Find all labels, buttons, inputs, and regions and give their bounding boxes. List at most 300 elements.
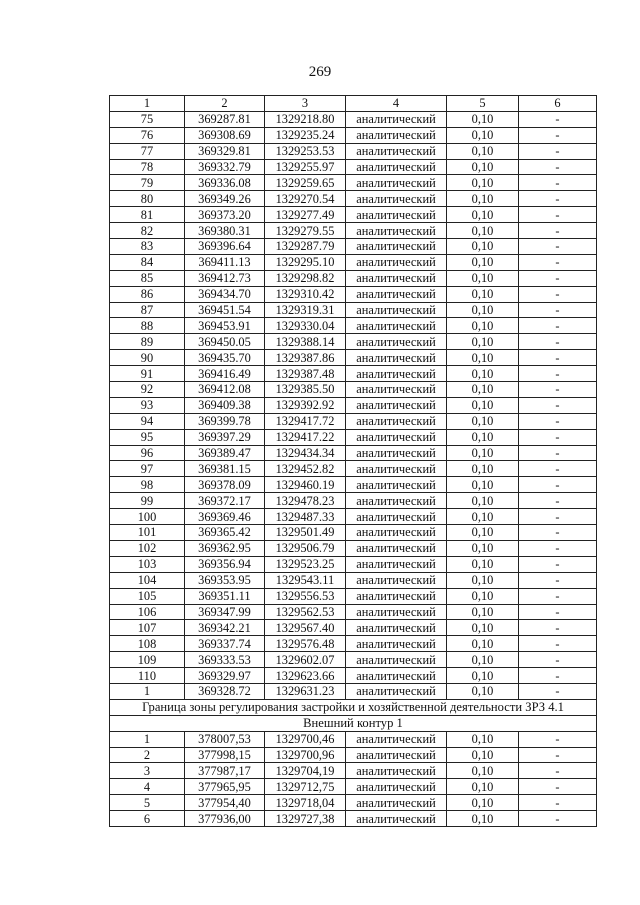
note-cell: -: [519, 795, 597, 811]
note-cell: -: [519, 191, 597, 207]
y-coordinate-cell: 1329602.07: [265, 652, 346, 668]
point-number-cell: 103: [110, 556, 185, 572]
accuracy-cell: 0,10: [447, 239, 519, 255]
method-cell: аналитический: [346, 477, 447, 493]
point-number-cell: 75: [110, 111, 185, 127]
note-cell: -: [519, 143, 597, 159]
y-coordinate-cell: 1329385.50: [265, 382, 346, 398]
point-number-cell: 1: [110, 731, 185, 747]
y-coordinate-cell: 1329277.49: [265, 207, 346, 223]
point-number-cell: 80: [110, 191, 185, 207]
y-coordinate-cell: 1329270.54: [265, 191, 346, 207]
table-row: [110, 493, 597, 509]
note-cell: -: [519, 239, 597, 255]
method-cell: аналитический: [346, 334, 447, 350]
table-row: [110, 429, 597, 445]
y-coordinate-cell: 1329712,75: [265, 779, 346, 795]
x-coordinate-cell: 369373.20: [185, 207, 265, 223]
note-cell: -: [519, 334, 597, 350]
table-row: [110, 588, 597, 604]
section-title: Граница зоны регулирования застройки и хозяйственной деятельности ЗРЗ 4.1: [110, 699, 597, 715]
x-coordinate-cell: 369351.11: [185, 588, 265, 604]
note-cell: -: [519, 302, 597, 318]
accuracy-cell: 0,10: [447, 143, 519, 159]
table-row: [110, 668, 597, 684]
accuracy-cell: 0,10: [447, 604, 519, 620]
accuracy-cell: 0,10: [447, 382, 519, 398]
table-row: [110, 334, 597, 350]
accuracy-cell: 0,10: [447, 811, 519, 827]
x-coordinate-cell: 369450.05: [185, 334, 265, 350]
table-header-row: [110, 96, 597, 112]
accuracy-cell: 0,10: [447, 525, 519, 541]
y-coordinate-cell: 1329255.97: [265, 159, 346, 175]
method-cell: аналитический: [346, 683, 447, 699]
method-cell: аналитический: [346, 652, 447, 668]
x-coordinate-cell: 369328.72: [185, 683, 265, 699]
method-cell: аналитический: [346, 366, 447, 382]
y-coordinate-cell: 1329235.24: [265, 127, 346, 143]
method-cell: аналитический: [346, 795, 447, 811]
accuracy-cell: 0,10: [447, 223, 519, 239]
y-coordinate-cell: 1329295.10: [265, 254, 346, 270]
accuracy-cell: 0,10: [447, 636, 519, 652]
accuracy-cell: 0,10: [447, 175, 519, 191]
x-coordinate-cell: 369451.54: [185, 302, 265, 318]
method-cell: аналитический: [346, 270, 447, 286]
x-coordinate-cell: 377987,17: [185, 763, 265, 779]
method-cell: аналитический: [346, 731, 447, 747]
table-row: [110, 795, 597, 811]
note-cell: -: [519, 477, 597, 493]
y-coordinate-cell: 1329700,46: [265, 731, 346, 747]
accuracy-cell: 0,10: [447, 668, 519, 684]
y-coordinate-cell: 1329298.82: [265, 270, 346, 286]
y-coordinate-cell: 1329567.40: [265, 620, 346, 636]
accuracy-cell: 0,10: [447, 366, 519, 382]
point-number-cell: 96: [110, 445, 185, 461]
point-number-cell: 90: [110, 350, 185, 366]
table-row: [110, 683, 597, 699]
table-row: [110, 366, 597, 382]
point-number-cell: 4: [110, 779, 185, 795]
y-coordinate-cell: 1329523.25: [265, 556, 346, 572]
x-coordinate-cell: 369332.79: [185, 159, 265, 175]
table-row: [110, 254, 597, 270]
y-coordinate-cell: 1329417.22: [265, 429, 346, 445]
accuracy-cell: 0,10: [447, 429, 519, 445]
method-cell: аналитический: [346, 254, 447, 270]
table-row: [110, 239, 597, 255]
y-coordinate-cell: 1329478.23: [265, 493, 346, 509]
y-coordinate-cell: 1329501.49: [265, 525, 346, 541]
method-cell: аналитический: [346, 461, 447, 477]
method-cell: аналитический: [346, 779, 447, 795]
table-row: [110, 191, 597, 207]
accuracy-cell: 0,10: [447, 127, 519, 143]
point-number-cell: 89: [110, 334, 185, 350]
point-number-cell: 83: [110, 239, 185, 255]
table-row: [110, 175, 597, 191]
note-cell: -: [519, 223, 597, 239]
table-row: [110, 111, 597, 127]
accuracy-cell: 0,10: [447, 652, 519, 668]
note-cell: -: [519, 429, 597, 445]
point-number-cell: 87: [110, 302, 185, 318]
point-number-cell: 82: [110, 223, 185, 239]
x-coordinate-cell: 369336.08: [185, 175, 265, 191]
note-cell: -: [519, 604, 597, 620]
x-coordinate-cell: 369416.49: [185, 366, 265, 382]
x-coordinate-cell: 369380.31: [185, 223, 265, 239]
accuracy-cell: 0,10: [447, 254, 519, 270]
method-cell: аналитический: [346, 397, 447, 413]
method-cell: аналитический: [346, 588, 447, 604]
x-coordinate-cell: 369333.53: [185, 652, 265, 668]
point-number-cell: 85: [110, 270, 185, 286]
table-row: [110, 223, 597, 239]
table-row: [110, 286, 597, 302]
point-number-cell: 102: [110, 540, 185, 556]
x-coordinate-cell: 369329.97: [185, 668, 265, 684]
accuracy-cell: 0,10: [447, 350, 519, 366]
y-coordinate-cell: 1329576.48: [265, 636, 346, 652]
point-number-cell: 100: [110, 509, 185, 525]
y-coordinate-cell: 1329417.72: [265, 413, 346, 429]
note-cell: -: [519, 254, 597, 270]
page-number: 269: [308, 64, 332, 80]
y-coordinate-cell: 1329700,96: [265, 747, 346, 763]
x-coordinate-cell: 369399.78: [185, 413, 265, 429]
x-coordinate-cell: 377965,95: [185, 779, 265, 795]
method-cell: аналитический: [346, 191, 447, 207]
accuracy-cell: 0,10: [447, 334, 519, 350]
accuracy-cell: 0,10: [447, 413, 519, 429]
note-cell: -: [519, 620, 597, 636]
table-row: [110, 318, 597, 334]
table-row: [110, 382, 597, 398]
point-number-cell: 93: [110, 397, 185, 413]
accuracy-cell: 0,10: [447, 620, 519, 636]
y-coordinate-cell: 1329556.53: [265, 588, 346, 604]
accuracy-cell: 0,10: [447, 318, 519, 334]
point-number-cell: 5: [110, 795, 185, 811]
y-coordinate-cell: 1329388.14: [265, 334, 346, 350]
accuracy-cell: 0,10: [447, 397, 519, 413]
point-number-cell: 1: [110, 683, 185, 699]
method-cell: аналитический: [346, 763, 447, 779]
method-cell: аналитический: [346, 556, 447, 572]
x-coordinate-cell: 369329.81: [185, 143, 265, 159]
accuracy-cell: 0,10: [447, 795, 519, 811]
point-number-cell: 99: [110, 493, 185, 509]
y-coordinate-cell: 1329562.53: [265, 604, 346, 620]
x-coordinate-cell: 369389.47: [185, 445, 265, 461]
note-cell: -: [519, 127, 597, 143]
contour-title: Внешний контур 1: [110, 715, 597, 731]
note-cell: -: [519, 159, 597, 175]
method-cell: 4: [346, 96, 447, 112]
table-row: [110, 509, 597, 525]
point-number-cell: 105: [110, 588, 185, 604]
accuracy-cell: 0,10: [447, 509, 519, 525]
point-number-cell: 106: [110, 604, 185, 620]
accuracy-cell: 0,10: [447, 477, 519, 493]
accuracy-cell: 0,10: [447, 747, 519, 763]
note-cell: -: [519, 445, 597, 461]
section-title-row: [110, 699, 597, 715]
accuracy-cell: 0,10: [447, 493, 519, 509]
accuracy-cell: 0,10: [447, 779, 519, 795]
x-coordinate-cell: 369347.99: [185, 604, 265, 620]
method-cell: аналитический: [346, 302, 447, 318]
y-coordinate-cell: 1329543.11: [265, 572, 346, 588]
accuracy-cell: 0,10: [447, 302, 519, 318]
accuracy-cell: 0,10: [447, 286, 519, 302]
method-cell: аналитический: [346, 493, 447, 509]
method-cell: аналитический: [346, 413, 447, 429]
note-cell: -: [519, 366, 597, 382]
note-cell: -: [519, 509, 597, 525]
note-cell: -: [519, 668, 597, 684]
table-row: [110, 350, 597, 366]
table-row: [110, 477, 597, 493]
point-number-cell: 104: [110, 572, 185, 588]
note-cell: -: [519, 556, 597, 572]
x-coordinate-cell: 369412.73: [185, 270, 265, 286]
x-coordinate-cell: 369287.81: [185, 111, 265, 127]
note-cell: -: [519, 747, 597, 763]
y-coordinate-cell: 1329387.86: [265, 350, 346, 366]
point-number-cell: 101: [110, 525, 185, 541]
x-coordinate-cell: 2: [185, 96, 265, 112]
point-number-cell: 92: [110, 382, 185, 398]
point-number-cell: 78: [110, 159, 185, 175]
contour-title-row: [110, 715, 597, 731]
table-row: [110, 604, 597, 620]
method-cell: аналитический: [346, 207, 447, 223]
point-number-cell: 86: [110, 286, 185, 302]
table-row: [110, 620, 597, 636]
point-number-cell: 88: [110, 318, 185, 334]
point-number-cell: 109: [110, 652, 185, 668]
table-row: [110, 413, 597, 429]
note-cell: -: [519, 525, 597, 541]
accuracy-cell: 0,10: [447, 572, 519, 588]
method-cell: аналитический: [346, 239, 447, 255]
accuracy-cell: 0,10: [447, 763, 519, 779]
x-coordinate-cell: 369412.08: [185, 382, 265, 398]
method-cell: аналитический: [346, 620, 447, 636]
note-cell: -: [519, 207, 597, 223]
note-cell: -: [519, 636, 597, 652]
x-coordinate-cell: 377998,15: [185, 747, 265, 763]
x-coordinate-cell: 369342.21: [185, 620, 265, 636]
table-row: [110, 811, 597, 827]
x-coordinate-cell: 369353.95: [185, 572, 265, 588]
table-row: [110, 302, 597, 318]
method-cell: аналитический: [346, 747, 447, 763]
table-row: [110, 572, 597, 588]
note-cell: -: [519, 461, 597, 477]
point-number-cell: 3: [110, 763, 185, 779]
table-row: [110, 397, 597, 413]
x-coordinate-cell: 369409.38: [185, 397, 265, 413]
method-cell: аналитический: [346, 127, 447, 143]
note-cell: -: [519, 413, 597, 429]
y-coordinate-cell: 1329727,38: [265, 811, 346, 827]
y-coordinate-cell: 1329387.48: [265, 366, 346, 382]
method-cell: аналитический: [346, 636, 447, 652]
note-cell: -: [519, 763, 597, 779]
x-coordinate-cell: 369365.42: [185, 525, 265, 541]
method-cell: аналитический: [346, 429, 447, 445]
note-cell: 6: [519, 96, 597, 112]
x-coordinate-cell: 369435.70: [185, 350, 265, 366]
y-coordinate-cell: 1329218.80: [265, 111, 346, 127]
point-number-cell: 2: [110, 747, 185, 763]
y-coordinate-cell: 1329506.79: [265, 540, 346, 556]
accuracy-cell: 0,10: [447, 731, 519, 747]
x-coordinate-cell: 369453.91: [185, 318, 265, 334]
x-coordinate-cell: 369362.95: [185, 540, 265, 556]
point-number-cell: 81: [110, 207, 185, 223]
y-coordinate-cell: 1329718,04: [265, 795, 346, 811]
x-coordinate-cell: 369372.17: [185, 493, 265, 509]
x-coordinate-cell: 369308.69: [185, 127, 265, 143]
accuracy-cell: 0,10: [447, 461, 519, 477]
point-number-cell: 107: [110, 620, 185, 636]
table-row: [110, 747, 597, 763]
y-coordinate-cell: 1329452.82: [265, 461, 346, 477]
method-cell: аналитический: [346, 159, 447, 175]
table-row: [110, 779, 597, 795]
table-row: [110, 540, 597, 556]
table-row: [110, 556, 597, 572]
table-row: [110, 461, 597, 477]
x-coordinate-cell: 378007,53: [185, 731, 265, 747]
y-coordinate-cell: 1329487.33: [265, 509, 346, 525]
table-row: [110, 731, 597, 747]
table-row: [110, 207, 597, 223]
y-coordinate-cell: 1329287.79: [265, 239, 346, 255]
point-number-cell: 76: [110, 127, 185, 143]
y-coordinate-cell: 1329460.19: [265, 477, 346, 493]
x-coordinate-cell: 377936,00: [185, 811, 265, 827]
method-cell: аналитический: [346, 811, 447, 827]
accuracy-cell: 0,10: [447, 207, 519, 223]
table-row: [110, 270, 597, 286]
point-number-cell: 98: [110, 477, 185, 493]
method-cell: аналитический: [346, 350, 447, 366]
point-number-cell: 84: [110, 254, 185, 270]
accuracy-cell: 0,10: [447, 270, 519, 286]
x-coordinate-cell: 369396.64: [185, 239, 265, 255]
y-coordinate-cell: 1329319.31: [265, 302, 346, 318]
note-cell: -: [519, 111, 597, 127]
point-number-cell: 79: [110, 175, 185, 191]
table-row: [110, 763, 597, 779]
method-cell: аналитический: [346, 143, 447, 159]
note-cell: -: [519, 731, 597, 747]
note-cell: -: [519, 540, 597, 556]
note-cell: -: [519, 493, 597, 509]
point-number-cell: 91: [110, 366, 185, 382]
y-coordinate-cell: 3: [265, 96, 346, 112]
method-cell: аналитический: [346, 509, 447, 525]
method-cell: аналитический: [346, 318, 447, 334]
point-number-cell: 97: [110, 461, 185, 477]
y-coordinate-cell: 1329704,19: [265, 763, 346, 779]
note-cell: -: [519, 811, 597, 827]
method-cell: аналитический: [346, 175, 447, 191]
note-cell: -: [519, 397, 597, 413]
method-cell: аналитический: [346, 286, 447, 302]
x-coordinate-cell: 369434.70: [185, 286, 265, 302]
note-cell: -: [519, 572, 597, 588]
note-cell: -: [519, 318, 597, 334]
accuracy-cell: 0,10: [447, 540, 519, 556]
x-coordinate-cell: 369349.26: [185, 191, 265, 207]
coordinates-table: [109, 95, 597, 827]
point-number-cell: 77: [110, 143, 185, 159]
accuracy-cell: 0,10: [447, 683, 519, 699]
note-cell: -: [519, 779, 597, 795]
method-cell: аналитический: [346, 111, 447, 127]
method-cell: аналитический: [346, 445, 447, 461]
table-row: [110, 636, 597, 652]
note-cell: -: [519, 683, 597, 699]
table-row: [110, 159, 597, 175]
y-coordinate-cell: 1329392.92: [265, 397, 346, 413]
note-cell: -: [519, 652, 597, 668]
method-cell: аналитический: [346, 572, 447, 588]
x-coordinate-cell: 369381.15: [185, 461, 265, 477]
method-cell: аналитический: [346, 668, 447, 684]
table-row: [110, 445, 597, 461]
point-number-cell: 108: [110, 636, 185, 652]
point-number-cell: 1: [110, 96, 185, 112]
note-cell: -: [519, 286, 597, 302]
accuracy-cell: 5: [447, 96, 519, 112]
x-coordinate-cell: 377954,40: [185, 795, 265, 811]
y-coordinate-cell: 1329330.04: [265, 318, 346, 334]
table-row: [110, 652, 597, 668]
y-coordinate-cell: 1329259.65: [265, 175, 346, 191]
note-cell: -: [519, 270, 597, 286]
x-coordinate-cell: 369397.29: [185, 429, 265, 445]
x-coordinate-cell: 369369.46: [185, 509, 265, 525]
accuracy-cell: 0,10: [447, 159, 519, 175]
x-coordinate-cell: 369356.94: [185, 556, 265, 572]
note-cell: -: [519, 588, 597, 604]
accuracy-cell: 0,10: [447, 588, 519, 604]
y-coordinate-cell: 1329623.66: [265, 668, 346, 684]
method-cell: аналитический: [346, 540, 447, 556]
point-number-cell: 94: [110, 413, 185, 429]
y-coordinate-cell: 1329310.42: [265, 286, 346, 302]
y-coordinate-cell: 1329279.55: [265, 223, 346, 239]
note-cell: -: [519, 382, 597, 398]
table-row: [110, 127, 597, 143]
x-coordinate-cell: 369337.74: [185, 636, 265, 652]
accuracy-cell: 0,10: [447, 445, 519, 461]
method-cell: аналитический: [346, 525, 447, 541]
x-coordinate-cell: 369378.09: [185, 477, 265, 493]
method-cell: аналитический: [346, 223, 447, 239]
y-coordinate-cell: 1329631.23: [265, 683, 346, 699]
table-row: [110, 143, 597, 159]
